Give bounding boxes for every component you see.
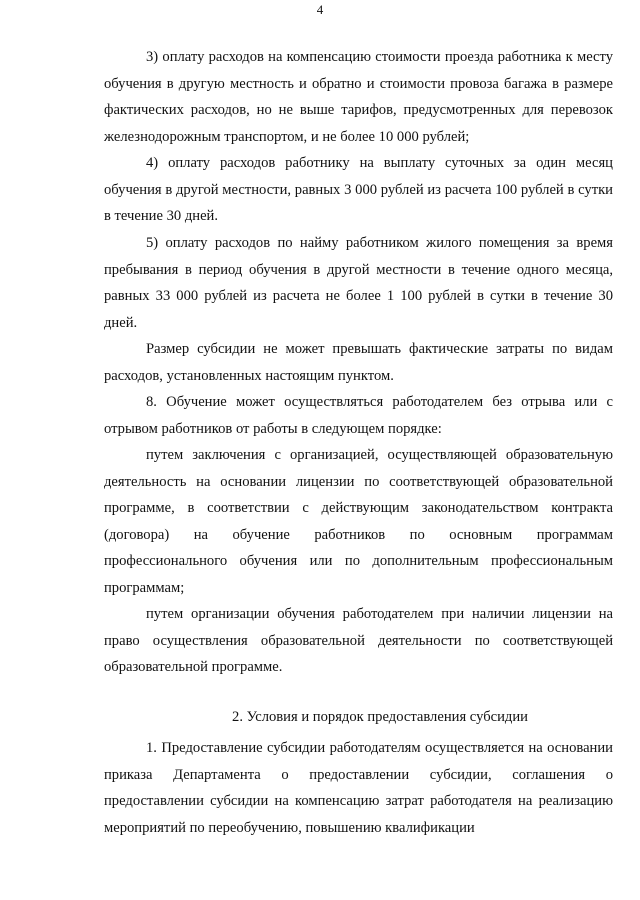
paragraph-housing-expenses: 5) оплату расходов по найму работником жилого помещения за время пребывания в период обучения в другой местности в течение одного месяца, равных 33 000 рублей из расчета не более 1 100 рублей в сутки в течение 30 дней. xyxy=(104,235,613,331)
section-heading: 2. Условия и порядок предоставления субсидии xyxy=(232,709,528,725)
page-number: 4 xyxy=(316,2,324,17)
paragraph-training-procedure: 8. Обучение может осуществляться работодателем без отрыва или с отрывом работников от работы в следующем порядке: xyxy=(104,394,613,437)
paragraph-travel-expenses: 3) оплату расходов на компенсацию стоимости проезда работника к месту обучения в другую местность и обратно и стоимости провоза багажа в размере фактических расходов, но не выше тарифов, предусмотренных для перевозок железнодорожным транспортом, и не более 10 000 рублей; xyxy=(104,49,613,145)
paragraph-subsidy-provision: 1. Предоставление субсидии работодателям осуществляется на основании приказа Департамента о предоставлении субсидии, соглашения о предоставлении субсидии на компенсацию затрат работодателя на реализацию мероприятий по переобучению, повышению квалификации xyxy=(104,740,613,836)
paragraph-employer-training: путем организации обучения работодателем при наличии лицензии на право осуществления образовательной деятельности по соответствующей образовательной программе. xyxy=(104,606,613,676)
paragraph-daily-allowance: 4) оплату расходов работнику на выплату суточных за один месяц обучения в другой местности, равных 3 000 рублей из расчета 100 рублей в сутки в течение 30 дней. xyxy=(104,155,613,225)
paragraph-subsidy-limit: Размер субсидии не может превышать фактические затраты по видам расходов, установленных настоящим пунктом. xyxy=(104,341,613,384)
paragraph-contract-training: путем заключения с организацией, осуществляющей образовательную деятельность на основании лицензии по соответствующей образовательной программе, в соответствии с действующим законодательством контракта (договора) на обучение работников по основным программам профессионального обучения или по дополнительным профессиональным программам; xyxy=(104,447,613,596)
